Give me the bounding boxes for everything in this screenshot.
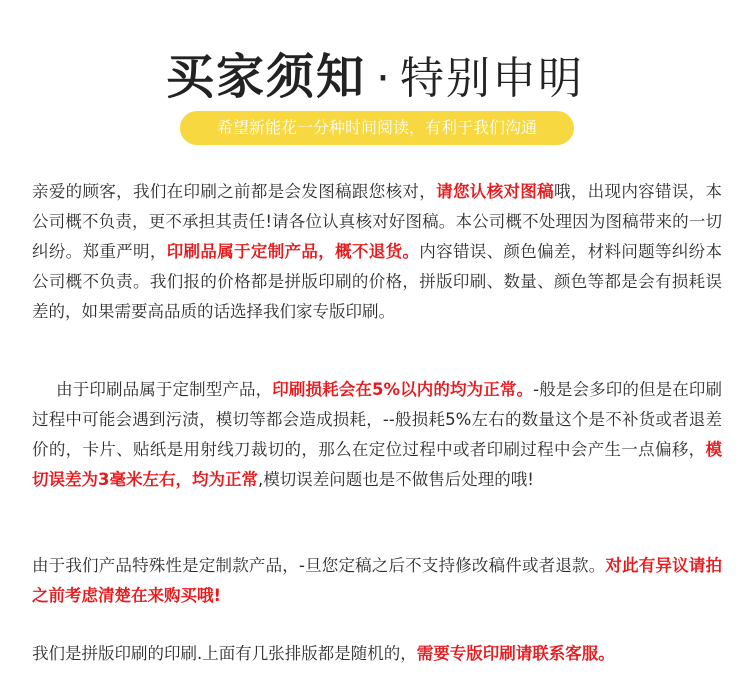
subtitle-banner: 希望新能花一分种时间阅读，有利于我们沟通: [180, 111, 574, 145]
notice-paragraph-loss: [32, 375, 722, 495]
title-sub: 特别申明: [400, 53, 584, 104]
paragraph-text: 我们是拼版印刷的印刷.上面有几张排版都是随机的，: [32, 644, 417, 663]
page-title: [0, 38, 750, 107]
paragraph-text: 内容错误、颜色偏差，材料问题等纠纷本公司概不负责。我们报的价格都是拼版印刷的价格，拼版印刷、数量、颜色等都是会有损耗误差的，如果需要高品质的话选择我们家专版印刷。: [32, 242, 723, 321]
highlight-text: 印刷损耗会在5%以内的均为正常。: [272, 380, 534, 399]
notice-paragraph-proof: [32, 177, 722, 327]
paragraph-text: 亲爱的顾客，我们在印刷之前都是会发图稿跟您核对，: [32, 182, 437, 201]
notice-paragraph-custom: [32, 551, 722, 611]
paragraph-text: 由于我们产品特殊性是定制款产品，-旦您定稿之后不支持修改稿件或者退款。: [32, 556, 606, 575]
notice-paragraph-layout: [32, 639, 722, 669]
paragraph-text: ,模切误差问题也是不做售后处理的哦!: [257, 470, 534, 489]
highlight-text: 对此有异议请拍之前考虑清楚在来购买哦!: [32, 556, 722, 605]
paragraph-text: 哦，出现内容错误，本公司概不负责，更不承担其责任!请各位认真核对好图稿。本公司概不处理因为图稿带来的一切纠纷。郑重严明，: [32, 182, 723, 261]
paragraph-text: 由于印刷品属于定制型产品，: [56, 380, 273, 399]
highlight-text: 需要专版印刷请联系客服。: [416, 644, 615, 663]
highlight-text: 印刷品属于定制产品，概不退货。: [166, 242, 420, 261]
highlight-text: 请您认核对图稿: [436, 182, 554, 201]
title-main: 买家须知: [165, 49, 366, 105]
paragraph-text: -般是会多印的但是在印刷过程中可能会遇到污渍，模切等都会造成损耗，--般损耗5%左右的数量这个是不补货或者退差价的，卡片、贴纸是用射线刀裁切的，那么在定位过程中或者印刷过程中会产生一点偏移，: [32, 380, 723, 459]
title-separator-dot: ·: [376, 53, 390, 104]
highlight-text: 模切误差为3毫米左右，均为正常: [32, 440, 722, 489]
